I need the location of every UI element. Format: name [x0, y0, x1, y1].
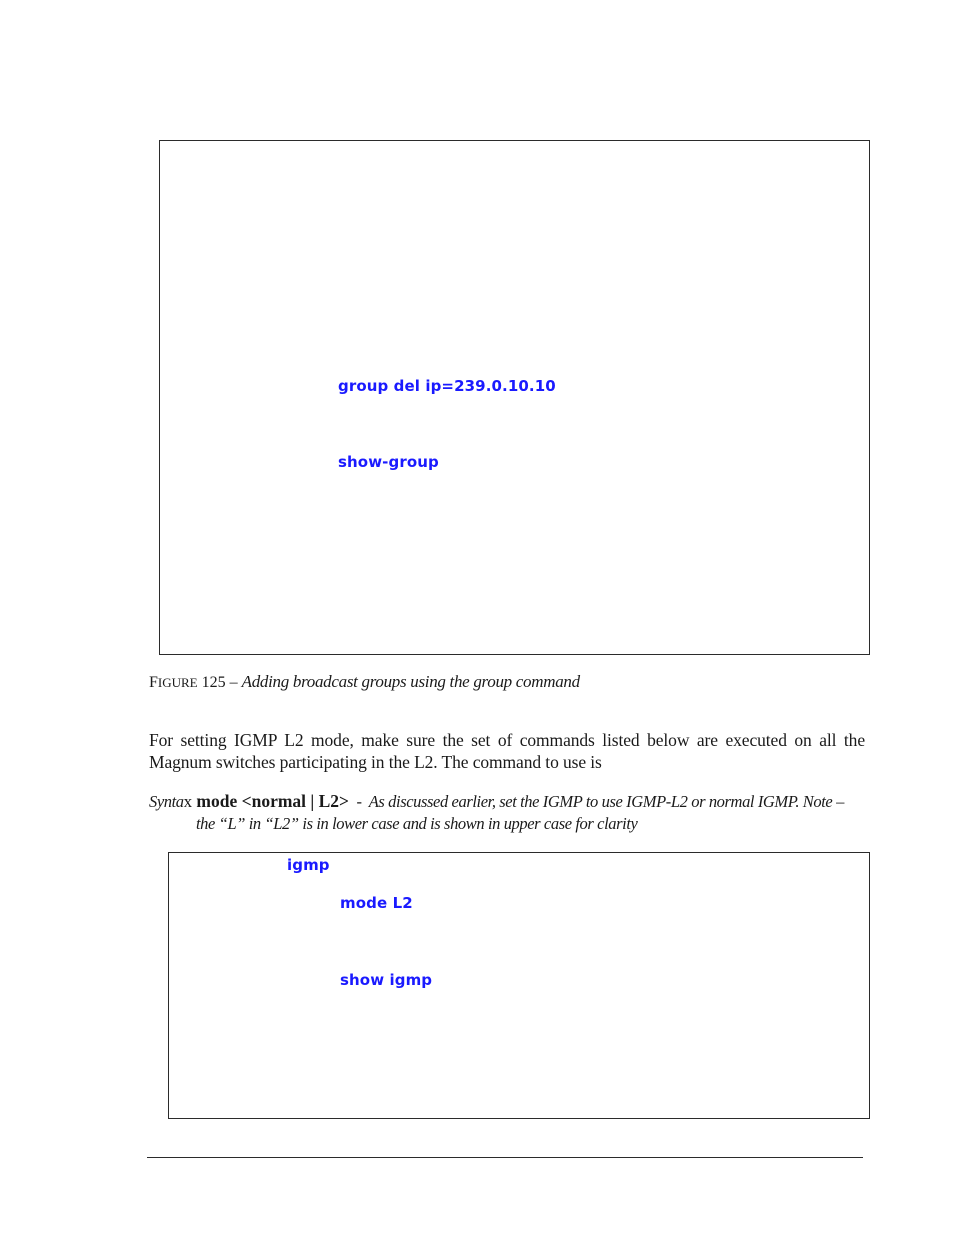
caption-description: Adding broadcast groups using the group command	[241, 672, 580, 691]
syntax-description-line2: the “L” in “L2” is in lower case and is shown in upper case for clarity	[196, 814, 638, 833]
caption-dash: –	[225, 674, 242, 691]
cli-command-group-del: group del ip=239.0.10.10	[338, 377, 556, 395]
figure-cli-box	[159, 140, 870, 655]
syntax-command: mode <normal | L2>	[196, 791, 350, 811]
syntax-block	[149, 790, 869, 835]
cli-command-show-group: show-group	[338, 453, 439, 471]
caption-number: 125	[197, 674, 226, 691]
caption-label-initial: F	[149, 674, 158, 691]
syntax-label: Synta	[149, 792, 184, 811]
syntax-separator: -	[349, 792, 369, 811]
footer-divider	[147, 1157, 863, 1158]
syntax-label-tail: x	[183, 792, 193, 811]
cli-command-show-igmp: show igmp	[340, 971, 433, 989]
figure-caption	[149, 672, 580, 692]
body-paragraph: For setting IGMP L2 mode, make sure the set of commands listed below are executed on all the Magnum switches participating in the L2. The command to use is	[149, 730, 865, 772]
syntax-description-line1: As discussed earlier, set the IGMP to use IGMP-L2 or normal IGMP. Note –	[368, 792, 844, 811]
cli-command-igmp: igmp	[287, 856, 330, 874]
cli-command-mode-l2: mode L2	[340, 894, 413, 912]
example-cli-box	[168, 852, 870, 1119]
caption-label-rest: IGURE	[157, 675, 198, 690]
